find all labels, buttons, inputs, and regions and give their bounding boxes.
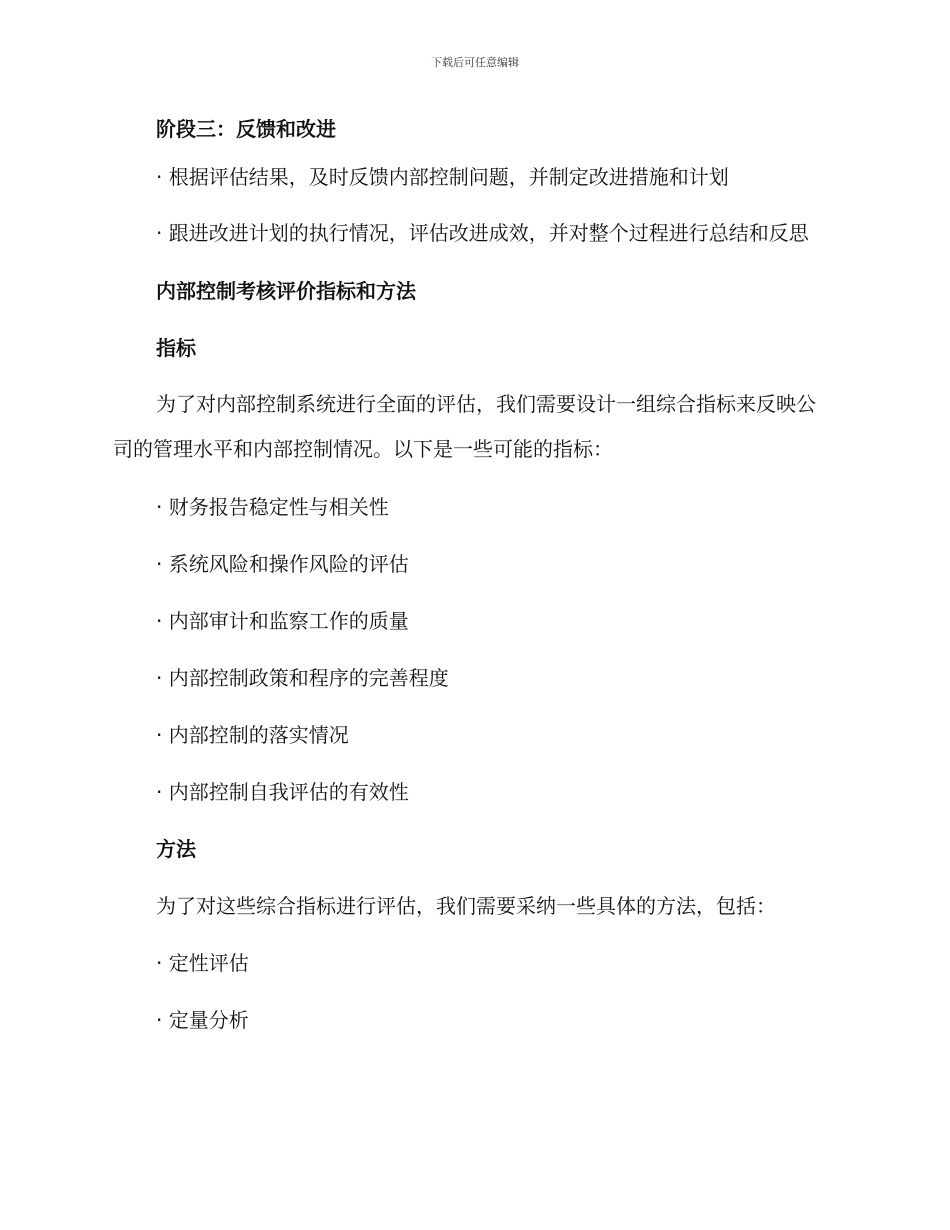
section-heading-row: [113, 262, 833, 319]
indicators-intro: 为了对内部控制系统进行全面的评估，我们需要设计一组综合指标来反映公司的管理水平和内部控制情况。以下是一些可能的指标：: [113, 392, 816, 461]
indicator-row: [113, 592, 833, 649]
indicator-row: [113, 763, 833, 820]
document-body: [113, 110, 833, 1048]
indicators-heading-row: [113, 319, 833, 376]
indicator-item: · 内部控制自我评估的有效性: [156, 779, 409, 804]
indicator-row: [113, 706, 833, 763]
indicator-row: [113, 478, 833, 535]
methods-intro-row: [113, 877, 833, 934]
indicator-item: · 财务报告稳定性与相关性: [156, 494, 389, 519]
stage3-item-2: · 跟进改进计划的执行情况，评估改进成效，并对整个过程进行总结和反思: [156, 221, 809, 245]
methods-heading: 方法: [156, 836, 196, 861]
indicator-row: [113, 649, 833, 706]
stage3-heading: 阶段三：反馈和改进: [156, 117, 336, 141]
indicator-item: · 系统风险和操作风险的评估: [156, 551, 409, 576]
page-header: 下载后可任意编辑: [431, 56, 519, 69]
methods-intro: 为了对这些综合指标进行评估，我们需要采纳一些具体的方法，包括：: [156, 893, 776, 918]
method-item: · 定性评估: [156, 950, 249, 975]
indicator-item: · 内部审计和监察工作的质量: [156, 608, 409, 633]
method-row: [113, 991, 833, 1048]
indicator-item: · 内部控制政策和程序的完善程度: [156, 665, 449, 690]
indicators-heading: 指标: [156, 335, 196, 360]
indicator-row: [113, 535, 833, 592]
method-row: [113, 934, 833, 991]
method-item: · 定量分析: [156, 1007, 249, 1032]
methods-heading-row: [113, 820, 833, 877]
stage3-item-1-row: [113, 148, 833, 205]
indicator-item: · 内部控制的落实情况: [156, 722, 349, 747]
section-heading: 内部控制考核评价指标和方法: [156, 278, 416, 303]
stage3-item-1: · 根据评估结果，及时反馈内部控制问题，并制定改进措施和计划: [156, 164, 729, 189]
stage3-heading-row: [113, 110, 833, 148]
